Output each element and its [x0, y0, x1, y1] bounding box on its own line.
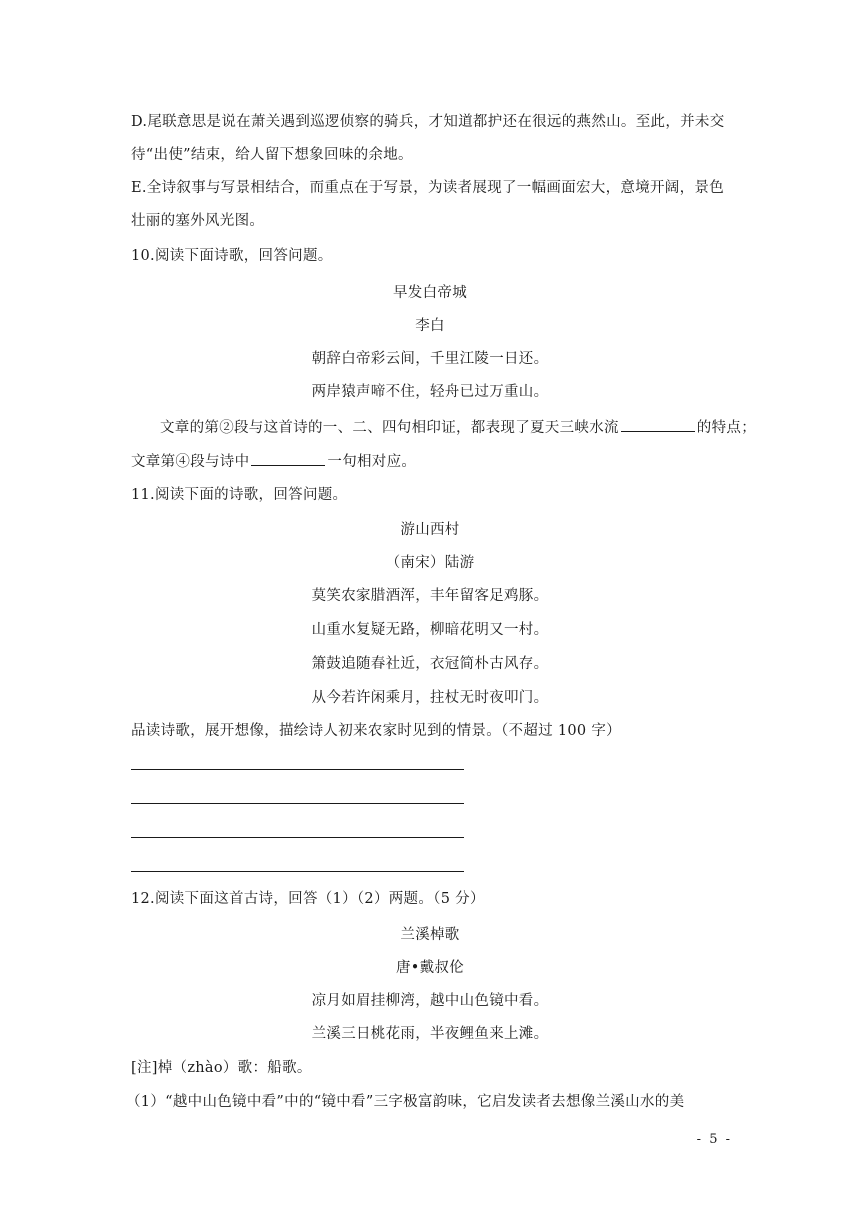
q10-question-part2: 的特点；	[696, 420, 756, 436]
q10-poem-author: 李白	[415, 318, 445, 334]
q10-blank-1[interactable]	[621, 417, 695, 432]
q10-poem-title: 早发白帝城	[393, 285, 467, 301]
q11-prompt: 11.阅读下面的诗歌，回答问题。	[131, 487, 348, 503]
q12-poem-line-1: 凉月如眉挂柳湾，越中山色镜中看。	[311, 993, 549, 1009]
q11-poem-line-1: 莫笑农家腊酒浑，丰年留客足鸡豚。	[311, 588, 549, 604]
q11-poem-line-2: 山重水复疑无路，柳暗花明又一村。	[311, 622, 549, 638]
answer-line-1[interactable]	[131, 769, 464, 770]
q11-poem-author: （南宋）陆游	[385, 555, 475, 571]
q12-poem-title: 兰溪棹歌	[400, 927, 460, 943]
q12-poem-line-2: 兰溪三日桃花雨，半夜鲤鱼来上滩。	[311, 1026, 549, 1042]
q10-blank-2[interactable]	[251, 451, 325, 466]
q10-poem-line-1: 朝辞白帝彩云间，千里江陵一日还。	[311, 351, 549, 367]
q11-poem-line-3: 箫鼓追随春社近，衣冠简朴古风存。	[311, 656, 549, 672]
q11-question: 品读诗歌，展开想像，描绘诗人初来农家时见到的情景。（不超过 100 字）	[131, 723, 621, 739]
q11-poem-line-4: 从今若许闲乘月，拄杖无时夜叩门。	[311, 690, 549, 706]
q10-prompt: 10.阅读下面诗歌，回答问题。	[131, 248, 333, 264]
q10-question-part3: 文章第④段与诗中	[131, 454, 250, 470]
q10-question-line2	[131, 451, 731, 472]
option-d-line1: D.尾联意思是说在萧关遇到巡逻侦察的骑兵，才知道都护还在很远的燕然山。至此，并未交	[131, 114, 725, 130]
q12-sub1: （1）“越中山色镜中看”中的“镜中看”三字极富韵味，它启发读者去想像兰溪山水的美	[126, 1094, 685, 1110]
answer-line-2[interactable]	[131, 803, 464, 804]
q10-question-line1	[160, 417, 760, 438]
q11-poem-title: 游山西村	[400, 522, 460, 538]
q12-prompt: 12.阅读下面这首古诗，回答（1）（2）两题。（5 分）	[131, 891, 485, 907]
q10-question-part4: 一句相对应。	[327, 454, 417, 470]
option-e-line1: E.全诗叙事与写景相结合，而重点在于写景，为读者展现了一幅画面宏大，意境开阔，景色	[131, 180, 724, 196]
q10-question-part1: 文章的第②段与这首诗的一、二、四句相印证，都表现了夏天三峡水流	[160, 420, 619, 436]
option-e-line2: 壮丽的塞外风光图。	[131, 213, 265, 229]
q12-poem-author: 唐•戴叔伦	[395, 960, 465, 976]
page-number: - 5 -	[696, 1132, 732, 1147]
q12-note: [注]棹（zhào）歌：船歌。	[131, 1060, 312, 1076]
answer-line-4[interactable]	[131, 871, 464, 872]
option-d-line2: 待“出使”结束，给人留下想象回味的余地。	[131, 147, 413, 163]
q10-poem-line-2: 两岸猿声啼不住，轻舟已过万重山。	[311, 384, 549, 400]
answer-line-3[interactable]	[131, 837, 464, 838]
